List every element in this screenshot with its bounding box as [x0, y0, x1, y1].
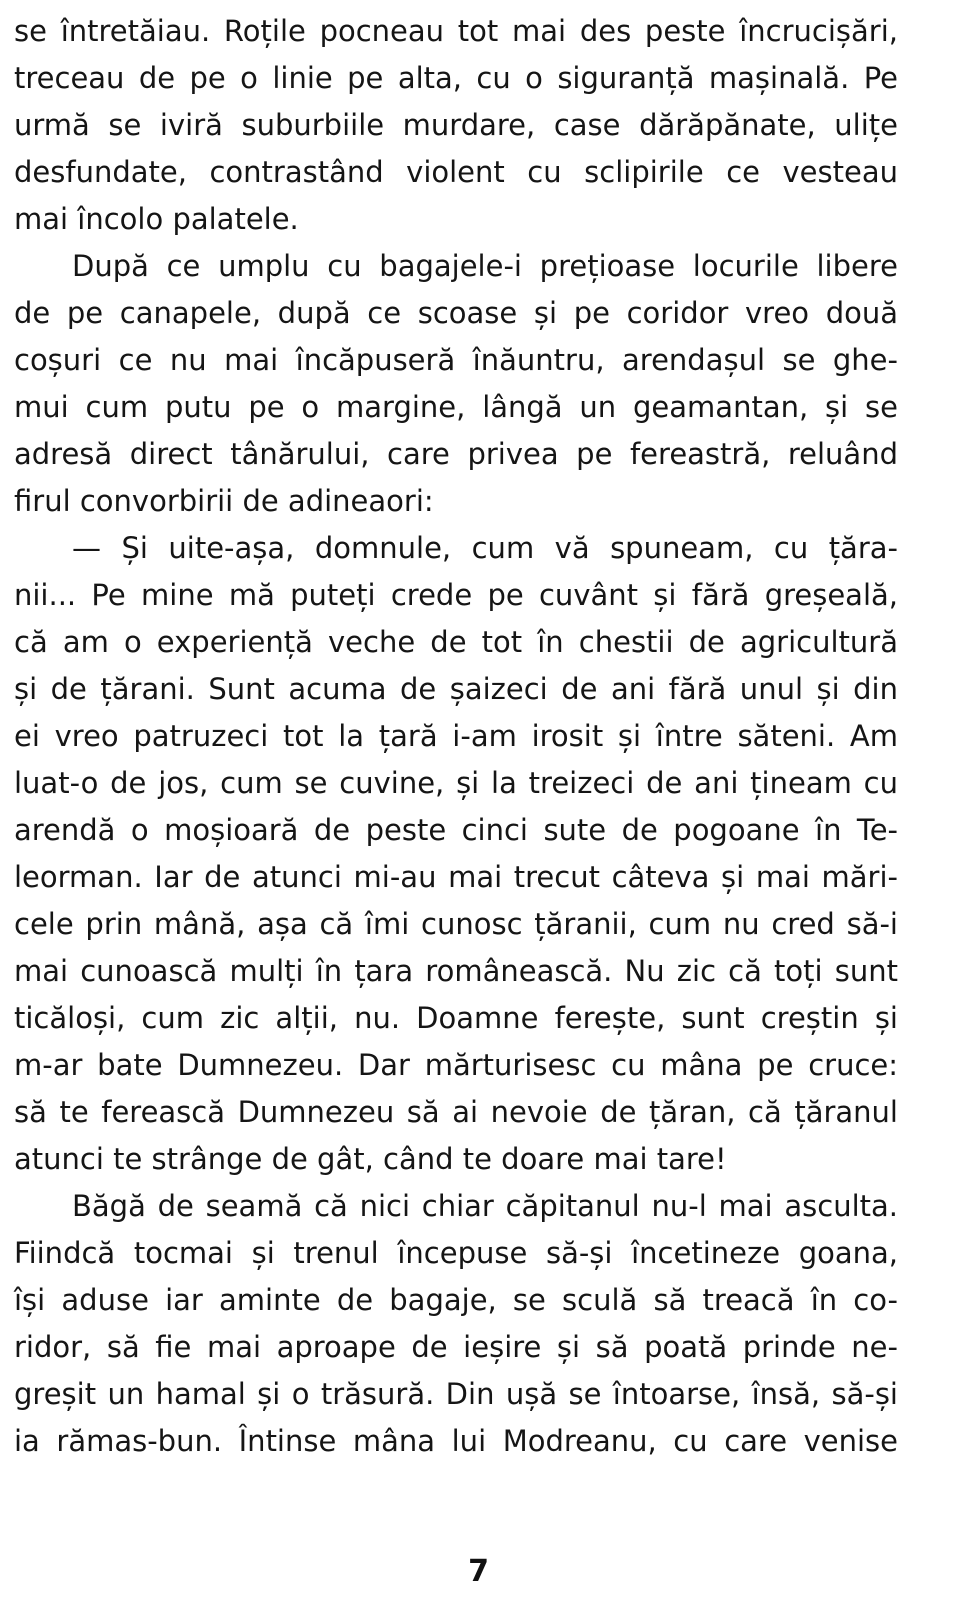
dialogue-first-line: — Și uite-așa, domnule, cum vă spuneam, cu țăra- — [72, 531, 898, 565]
text-line: de pe canapele, după ce scoase și pe coridor vreo două — [14, 296, 898, 330]
paragraph-end-line: firul convorbirii de adineaori: — [14, 484, 434, 518]
text-line: adresă direct tânărului, care privea pe fereastră, reluând — [14, 437, 898, 471]
paragraph-end-line: mai încolo palatele. — [14, 202, 299, 236]
text-line: ticăloși, cum zic alții, nu. Doamne ferește, sunt creștin și — [14, 1001, 898, 1035]
text-line: nii... Pe mine mă puteți crede pe cuvânt și fără greșeală, — [14, 578, 898, 612]
text-line: coșuri ce nu mai încăpuseră înăuntru, arendașul se ghe- — [14, 343, 898, 377]
text-line: ridor, să fie mai aproape de ieșire și să poată prinde ne- — [14, 1330, 898, 1364]
paragraph-first-line: Băgă de seamă că nici chiar căpitanul nu-l mai asculta. — [72, 1189, 898, 1223]
text-line: mui cum putu pe o margine, lângă un geamantan, și se — [14, 390, 898, 424]
text-line: urmă se iviră suburbiile murdare, case dărăpănate, ulițe — [14, 108, 898, 142]
text-line: arendă o moșioară de peste cinci sute de pogoane în Te- — [14, 813, 898, 847]
text-line: desfundate, contrastând violent cu sclipirile ce vesteau — [14, 155, 898, 189]
text-line: își aduse iar aminte de bagaje, se sculă să treacă în co- — [14, 1283, 898, 1317]
text-line: treceau de pe o linie pe alta, cu o siguranță mașinală. Pe — [14, 61, 898, 95]
text-line: greșit un hamal și o trăsură. Din ușă se întoarse, însă, să-și — [14, 1377, 898, 1411]
text-line: luat-o de jos, cum se cuvine, și la treizeci de ani țineam cu — [14, 766, 898, 800]
text-line: ia rămas-bun. Întinse mâna lui Modreanu, cu care venise — [14, 1424, 898, 1458]
text-line: și de țărani. Sunt acuma de șaizeci de ani fără unul și din — [14, 672, 898, 706]
text-line: leorman. Iar de atunci mi-au mai trecut câteva și mai mări- — [14, 860, 898, 894]
text-line: că am o experiență veche de tot în chestii de agricultură — [14, 625, 898, 659]
paragraph-end-line: atunci te strânge de gât, când te doare mai tare! — [14, 1142, 727, 1176]
page-number: 7 — [468, 1554, 489, 1589]
text-line: să te ferească Dumnezeu să ai nevoie de țăran, că țăranul — [14, 1095, 898, 1129]
text-line: mai cunoască mulți în țara românească. Nu zic că toți sunt — [14, 954, 898, 988]
text-line: ei vreo patruzeci tot la țară i-am irosit și între săteni. Am — [14, 719, 898, 753]
text-line: Fiindcă tocmai și trenul începuse să-și încetineze goana, — [14, 1236, 898, 1270]
text-line: se întretăiau. Roțile pocneau tot mai des peste încrucișări, — [14, 14, 898, 48]
text-line: m-ar bate Dumnezeu. Dar mărturisesc cu mâna pe cruce: — [14, 1048, 898, 1082]
paragraph-first-line: După ce umplu cu bagajele-i prețioase locurile libere — [72, 249, 898, 283]
text-line: cele prin mână, așa că îmi cunosc țăranii, cum nu cred să-i — [14, 907, 898, 941]
book-page — [14, 0, 898, 1600]
